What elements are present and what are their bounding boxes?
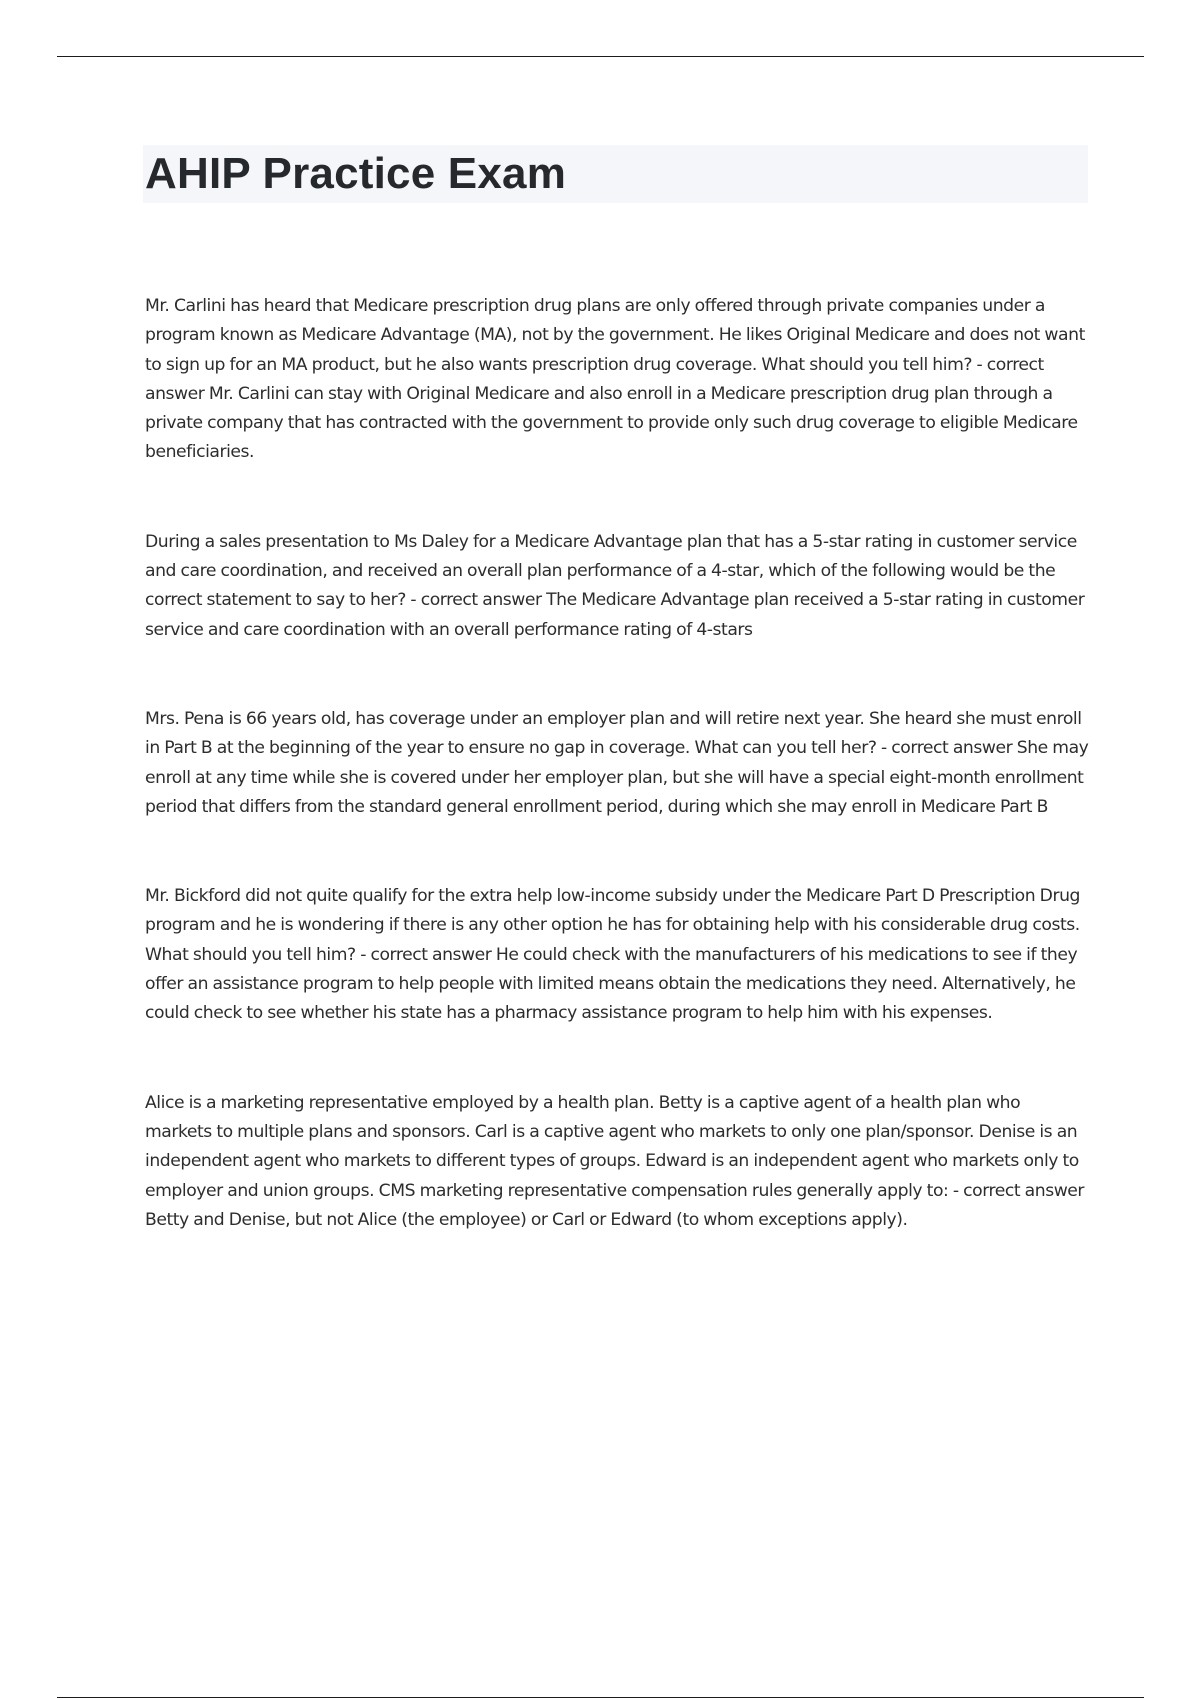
qa-text: Mr. Carlini has heard that Medicare prescription drug plans are only offered through private companies under a program known as Medicare Advantage (MA), not by the government. He likes Original Medicare and does not want to sign up for an MA product, but he also wants prescription drug coverage. What should you tell him? - correct answer Mr. Carlini can stay with Original Medicare and also enroll in a Medicare prescription drug plan through a private company that has contracted with the government to provide only such drug coverage to eligible Medicare beneficiaries.	[145, 296, 1085, 463]
top-rule-divider	[57, 56, 1144, 57]
question-answer-list	[145, 292, 1090, 1295]
qa-text: Alice is a marketing representative employed by a health plan. Betty is a captive agent of a health plan who markets to multiple plans and sponsors. Carl is a captive agent who markets to only one plan/sponsor. Denise is an independent agent who markets to different types of groups. Edward is an independent agent who markets only to employer and union groups. CMS marketing representative compensation rules generally apply to: - correct answer Betty and Denise, but not Alice (the employee) or Carl or Edward (to whom exceptions apply).	[145, 1092, 1085, 1230]
qa-text: Mrs. Pena is 66 years old, has coverage under an employer plan and will retire next year. She heard she must enroll in Part B at the beginning of the year to ensure no gap in coverage. What can you tell her? - correct answer She may enroll at any time while she is covered under her employer plan, but she will have a special eight-month enrollment period that differs from the standard general enrollment period, during which she may enroll in Medicare Part B	[145, 708, 1089, 817]
qa-item	[145, 292, 1090, 468]
qa-item	[145, 882, 1090, 1028]
qa-text: Mr. Bickford did not quite qualify for the extra help low-income subsidy under the Medicare Part D Prescription Drug program and he is wondering if there is any other option he has for obtaining help with his considerable drug costs. What should you tell him? - correct answer He could check with the manufacturers of his medications to see if they offer an assistance program to help people with limited means obtain the medications they need. Alternatively, he could check to see whether his state has a pharmacy assistance program to help him with his expenses.	[145, 886, 1080, 1024]
qa-text: During a sales presentation to Ms Daley for a Medicare Advantage plan that has a 5-star rating in customer service and care coordination, and received an overall plan performance of a 4-star, which of the following would be the correct statement to say to her? - correct answer The Medicare Advantage plan received a 5-star rating in customer service and care coordination with an overall performance rating of 4-stars	[145, 531, 1085, 640]
document-title: AHIP Practice Exam	[145, 149, 567, 198]
bottom-rule-divider	[57, 1697, 1144, 1698]
qa-item	[145, 705, 1090, 822]
qa-item	[145, 528, 1090, 645]
qa-item	[145, 1089, 1090, 1235]
